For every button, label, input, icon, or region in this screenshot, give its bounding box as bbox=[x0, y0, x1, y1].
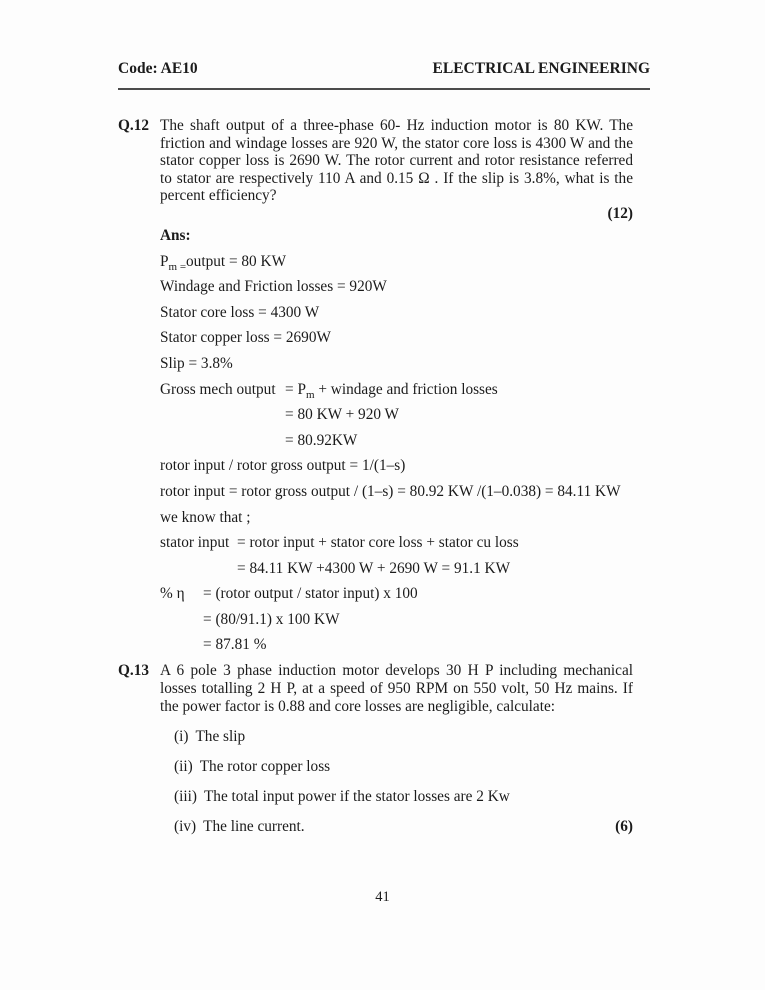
rotor-input-line: rotor input = rotor gross output / (1–s) = 80.92 KW /(1–0.038) = 84.11 KW bbox=[160, 482, 621, 500]
question-13-body bbox=[160, 662, 633, 835]
subpart-ii-number: (ii) bbox=[174, 758, 193, 776]
question-13-marks: (6) bbox=[615, 818, 633, 836]
gross-output-rhs bbox=[285, 380, 498, 401]
we-know-that-line: we know that ; bbox=[160, 508, 251, 526]
question-13 bbox=[118, 662, 650, 835]
question-12 bbox=[118, 117, 650, 653]
answer-line-pm bbox=[160, 252, 633, 273]
subpart-i-text: The slip bbox=[195, 728, 246, 746]
stator-input-eq1 bbox=[160, 535, 633, 551]
subpart-iv bbox=[174, 818, 633, 835]
subpart-ii bbox=[174, 758, 633, 775]
header-code: Code: AE10 bbox=[118, 60, 198, 77]
gross-eq-rest: + windage and friction losses bbox=[314, 380, 498, 398]
gross-output-label: Gross mech output bbox=[160, 380, 276, 398]
subpart-i-number: (i) bbox=[174, 728, 189, 746]
efficiency-label: % η bbox=[160, 585, 185, 603]
subpart-ii-text: The rotor copper loss bbox=[199, 758, 331, 776]
gross-eq-pre: = P bbox=[285, 380, 306, 398]
answer-line-slip: Slip = 3.8% bbox=[160, 354, 233, 372]
subpart-iii bbox=[174, 788, 633, 805]
page-header bbox=[118, 61, 650, 77]
header-subject: ELECTRICAL ENGINEERING bbox=[432, 60, 650, 77]
efficiency-eq1 bbox=[160, 586, 633, 602]
question-12-label: Q.12 bbox=[118, 117, 150, 134]
page-number: 41 bbox=[375, 889, 390, 905]
answer-line-copper-loss: Stator copper loss = 2690W bbox=[160, 329, 331, 347]
answer-line-core-loss: Stator core loss = 4300 W bbox=[160, 303, 320, 321]
question-12-marks: (12) bbox=[607, 204, 633, 222]
stator-input-label: stator input bbox=[160, 534, 230, 552]
subpart-iv-number: (iv) bbox=[174, 818, 197, 836]
question-12-body bbox=[160, 117, 633, 653]
efficiency-rhs: = (rotor output / stator input) x 100 bbox=[203, 585, 418, 603]
gross-output-eq1 bbox=[160, 380, 633, 401]
subpart-iii-text: The total input power if the stator losses are 2 Kw bbox=[203, 788, 510, 806]
question-13-subparts bbox=[174, 728, 633, 835]
pm-subscript: m = bbox=[168, 260, 187, 273]
stator-input-eq2: = 84.11 KW +4300 W + 2690 W = 91.1 KW bbox=[237, 559, 511, 577]
gross-output-eq2: = 80 KW + 920 W bbox=[285, 406, 399, 424]
pm-symbol: P bbox=[160, 252, 169, 270]
gross-eq-subscript: m bbox=[305, 388, 315, 401]
question-13-label: Q.13 bbox=[118, 662, 150, 680]
rotor-ratio-line: rotor input / rotor gross output = 1/(1–s) bbox=[160, 457, 406, 475]
efficiency-eq3: = 87.81 % bbox=[203, 636, 267, 654]
header-rule bbox=[118, 88, 650, 90]
efficiency-eq2: = (80/91.1) x 100 KW bbox=[203, 610, 340, 628]
question-12-text: The shaft output of a three-phase 60- Hz induction motor is 80 KW. The friction and windage losses are 920 W, the stator core loss is 4300 W and the stator copper loss is 2690 W. The rotor current and rotor resistance referred to stator are respectively 110 A and 0.15 Ω . If the slip is 3.8%, what is the percent efficiency? bbox=[160, 117, 633, 205]
gross-output-eq3: = 80.92KW bbox=[285, 431, 358, 449]
subpart-iv-text: The line current. bbox=[203, 818, 305, 836]
subpart-i bbox=[174, 728, 633, 745]
answer-label: Ans: bbox=[160, 226, 191, 244]
answer-line-windage: Windage and Friction losses = 920W bbox=[160, 278, 387, 296]
stator-input-rhs: = rotor input + stator core loss + stator cu loss bbox=[237, 534, 519, 552]
pm-value: output = 80 KW bbox=[186, 252, 287, 270]
subpart-iii-number: (iii) bbox=[174, 788, 197, 806]
question-13-text: A 6 pole 3 phase induction motor develops 30 H P including mechanical losses totalling 2 H P, at a speed of 950 RPM on 550 volt, 50 Hz mains. If the power factor is 0.88 and core losses are negligible, calculate: bbox=[160, 662, 633, 715]
